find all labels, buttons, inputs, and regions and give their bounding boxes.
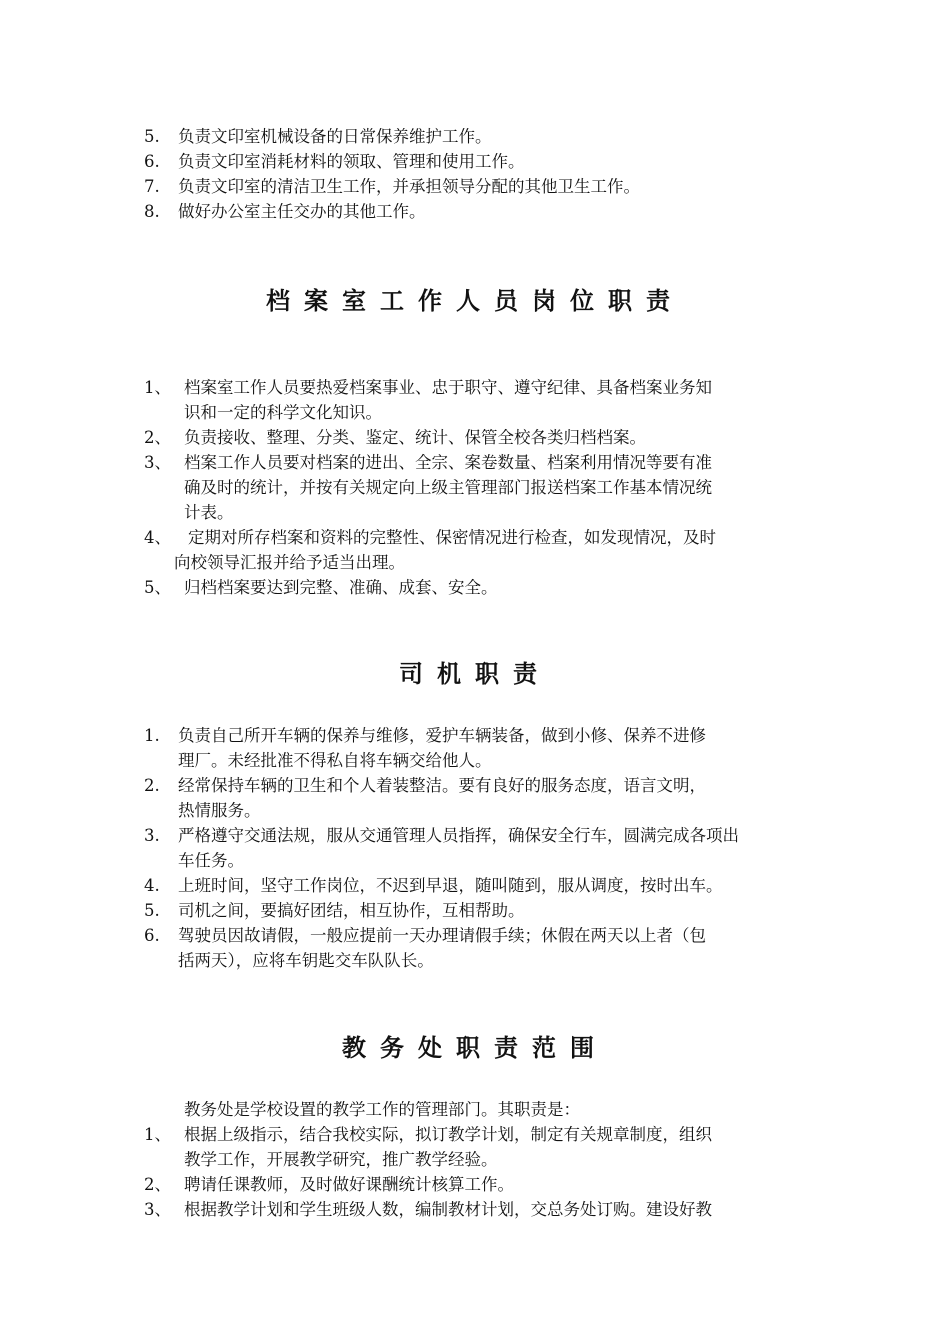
list-number: 3、 — [144, 453, 171, 472]
driver-section-title: 司机职责 — [399, 660, 551, 688]
list-number: 3、 — [144, 1200, 171, 1219]
list-item-text: 根据上级指示，结合我校实际，拟订教学计划，制定有关规章制度，组织 — [184, 1125, 712, 1144]
list-item-text: 做好办公室主任交办的其他工作。 — [178, 202, 426, 221]
list-item-text: 聘请任课教师，及时做好课酬统计核算工作。 — [184, 1175, 514, 1194]
list-number: 5. — [144, 127, 160, 146]
list-number: 2、 — [144, 1175, 171, 1194]
list-number: 4、 — [144, 528, 171, 547]
list-item-text: 理厂。未经批准不得私自将车辆交给他人。 — [178, 751, 492, 770]
list-item-text: 归档档案要达到完整、准确、成套、安全。 — [184, 578, 498, 597]
list-item-text: 负责自己所开车辆的保养与维修，爱护车辆装备，做到小修、保养不进修 — [178, 726, 706, 745]
list-number: 7. — [144, 177, 160, 196]
list-item-text: 教学工作，开展教学研究，推广教学经验。 — [184, 1150, 498, 1169]
list-item-text: 负责文印室的清洁卫生工作，并承担领导分配的其他卫生工作。 — [178, 177, 640, 196]
list-item-text: 档案室工作人员要热爱档案事业、忠于职守、遵守纪律、具备档案业务知 — [184, 378, 712, 397]
academic-section-title: 教务处职责范围 — [342, 1034, 608, 1062]
list-item-text: 计表。 — [184, 503, 234, 522]
list-item-text: 确及时的统计，并按有关规定向上级主管理部门报送档案工作基本情况统 — [184, 478, 712, 497]
list-item-text: 负责文印室消耗材料的领取、管理和使用工作。 — [178, 152, 525, 171]
list-number: 8. — [144, 202, 160, 221]
list-number: 2. — [144, 776, 160, 795]
list-number: 1、 — [144, 1125, 171, 1144]
list-number: 5. — [144, 901, 160, 920]
list-number: 2、 — [144, 428, 171, 447]
list-item-text: 严格遵守交通法规，服从交通管理人员指挥，确保安全行车，圆满完成各项出 — [178, 826, 739, 845]
list-item-text: 负责接收、整理、分类、鉴定、统计、保管全校各类归档档案。 — [184, 428, 646, 447]
academic-intro: 教务处是学校设置的教学工作的管理部门。其职责是： — [184, 1100, 580, 1119]
list-item-text: 定期对所存档案和资料的完整性、保密情况进行检查，如发现情况，及时 — [188, 528, 716, 547]
archive-section-title: 档案室工作人员岗位职责 — [266, 287, 684, 315]
list-item-text: 识和一定的科学文化知识。 — [184, 403, 382, 422]
list-number: 4. — [144, 876, 160, 895]
list-item-text: 根据教学计划和学生班级人数，编制教材计划，交总务处订购。建设好教 — [184, 1200, 712, 1219]
list-item-text: 热情服务。 — [178, 801, 261, 820]
list-item-text: 括两天），应将车钥匙交车队队长。 — [178, 951, 434, 970]
list-number: 5、 — [144, 578, 171, 597]
list-item-text: 经常保持车辆的卫生和个人着装整洁。要有良好的服务态度，语言文明， — [178, 776, 706, 795]
list-item-text: 车任务。 — [178, 851, 244, 870]
list-number: 1. — [144, 726, 160, 745]
list-item-text: 驾驶员因故请假，一般应提前一天办理请假手续；休假在两天以上者（包 — [178, 926, 706, 945]
list-item-text: 向校领导汇报并给予适当出理。 — [174, 553, 405, 572]
list-item-text: 档案工作人员要对档案的进出、全宗、案卷数量、档案利用情况等要有准 — [184, 453, 712, 472]
list-number: 6. — [144, 152, 160, 171]
list-item-text: 上班时间，坚守工作岗位，不迟到早退，随叫随到，服从调度，按时出车。 — [178, 876, 723, 895]
list-item-text: 负责文印室机械设备的日常保养维护工作。 — [178, 127, 492, 146]
list-number: 6. — [144, 926, 160, 945]
list-number: 3. — [144, 826, 160, 845]
list-item-text: 司机之间，要搞好团结，相互协作，互相帮助。 — [178, 901, 525, 920]
list-number: 1、 — [144, 378, 171, 397]
